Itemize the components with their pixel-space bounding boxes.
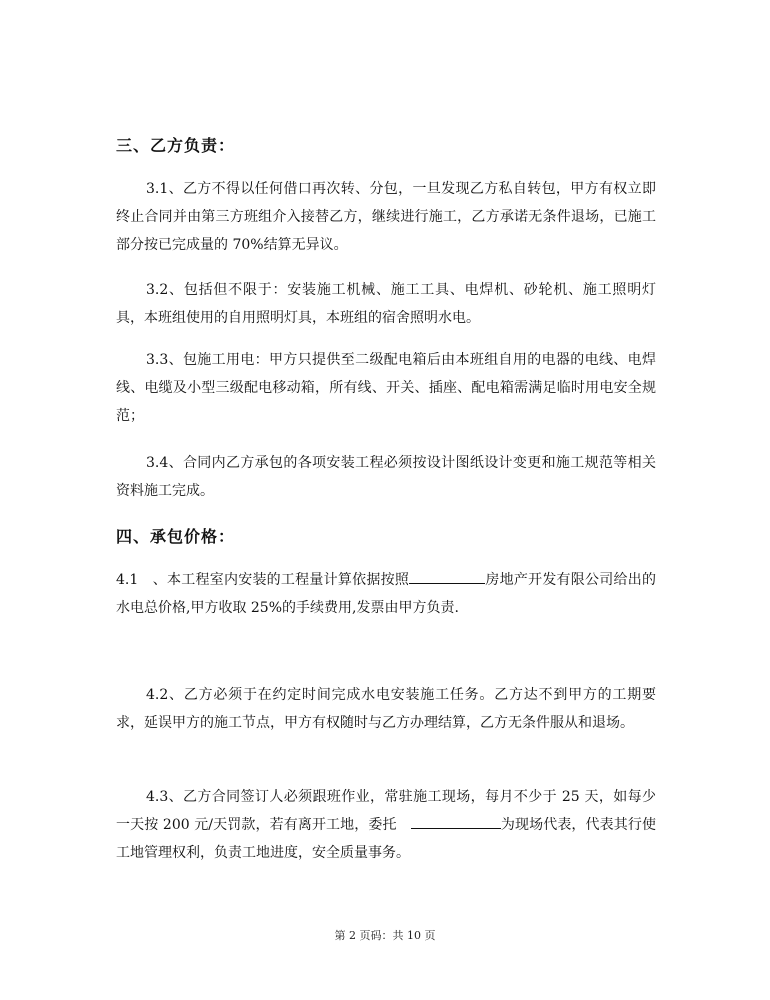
- clause-4-3-text-b: 为现场代表，代表其行使工地管理权利，负责工地进度，安全质量事务。: [116, 817, 657, 861]
- blank-company-field: [409, 567, 485, 584]
- clause-3-4: 3.4、合同内乙方承包的各项安装工程必须按设计图纸设计变更和施工规范等相关资料施工完成。: [116, 455, 656, 499]
- clause-4-3: [116, 783, 656, 867]
- blank-representative-field: [411, 812, 501, 829]
- clause-4-2: 4.2、乙方必须于在约定时间完成水电安装施工任务。乙方达不到甲方的工期要求，延误甲方的施工节点，甲方有权随时与乙方办理结算，乙方无条件服从和退场。: [116, 687, 656, 731]
- clause-3-3: 3.3、包施工用电：甲方只提供至二级配电箱后由本班组自用的电器的电线、电焊线、电缆及小型三级配电移动箱，所有线、开关、插座、配电箱需满足临时用电安全规范；: [116, 352, 656, 424]
- section-3-heading: 三、乙方负责：: [116, 136, 236, 155]
- section-4-heading: 四、承包价格：: [116, 527, 236, 546]
- clause-4-1: [116, 566, 656, 622]
- clause-4-1-text-b: 房地产开发有限公司给出的水电总价格,甲方收取 25%的手续费用,发票由甲方负责.: [116, 572, 657, 616]
- page-number-footer: 第 2 页码：共 10 页: [334, 929, 436, 942]
- clause-4-1-text-a: 4.1 、本工程室内安装的工程量计算依据按照: [116, 572, 410, 588]
- clause-3-2: 3.2、包括但不限于：安装施工机械、施工工具、电焊机、砂轮机、施工照明灯具，本班组使用的自用照明灯具，本班组的宿舍照明水电。: [116, 282, 656, 326]
- clause-4-3-text-a: 4.3、乙方合同签订人必须跟班作业，常驻施工现场，每月不少于 25 天，如每少一天按 200 元/天罚款，若有离开工地，委托: [116, 789, 656, 833]
- clause-3-1: 3.1、乙方不得以任何借口再次转、分包，一旦发现乙方私自转包，甲方有权立即终止合同并由第三方班组介入接替乙方，继续进行施工，乙方承诺无条件退场，已施工部分按已完成量的 70%结算无异议。: [116, 181, 656, 253]
